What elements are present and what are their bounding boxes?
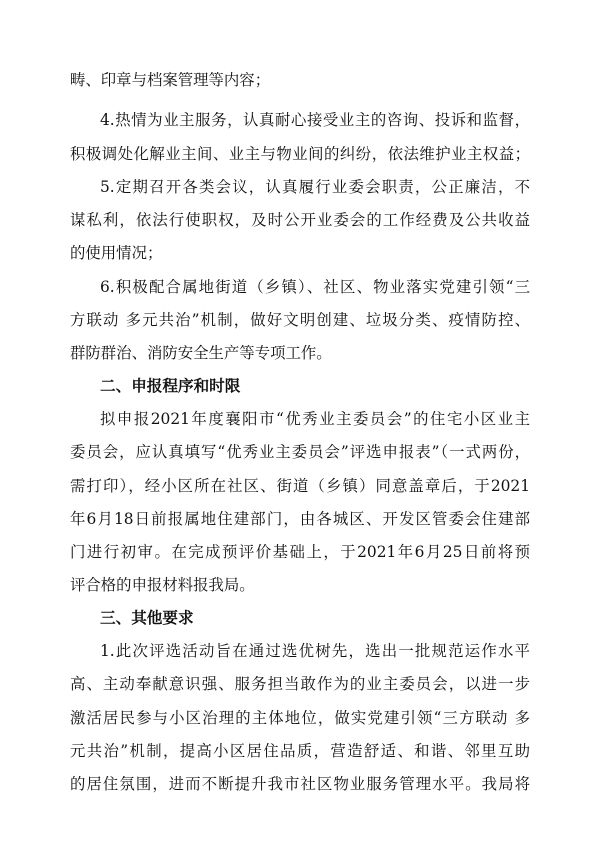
text-line: 6.积极配合属地街道（乡镇）、社区、物业落实党建引领“三 bbox=[100, 278, 530, 296]
text-line: 谋私利，依法行使职权，及时公开业委会的工作经费及公共收益 bbox=[70, 211, 530, 229]
section-heading: 二、申报程序和时限 bbox=[100, 377, 241, 395]
text-line: 需打印），经小区所在社区、街道（乡镇）同意盖章后，于2021 bbox=[70, 477, 530, 495]
text-line: 评合格的申报材料报我局。 bbox=[70, 576, 255, 594]
text-line: 的使用情况； bbox=[70, 244, 163, 262]
text-line: 群防群治、消防安全生产等专项工作。 bbox=[70, 344, 332, 362]
text-line: 门进行初审。在完成预评价基础上，于2021年6月25日前将预 bbox=[70, 543, 530, 561]
text-line: 年6月18日前报属地住建部门，由各城区、开发区管委会住建部 bbox=[70, 510, 530, 528]
text-line: 畴、印章与档案管理等内容； bbox=[70, 71, 271, 89]
text-line: 拟申报2021年度襄阳市“优秀业主委员会”的住宅小区业主 bbox=[100, 410, 530, 428]
text-line: 高、主动奉献意识强、服务担当敢作为的业主委员会，以进一步 bbox=[70, 675, 530, 693]
text-line: 元共治”机制，提高小区居住品质，营造舒适、和谐、邻里互助 bbox=[70, 742, 530, 760]
text-line: 4.热情为业主服务，认真耐心接受业主的咨询、投诉和监督， bbox=[100, 111, 530, 129]
text-line: 激活居民参与小区治理的主体地位，做实党建引领“三方联动 多 bbox=[70, 709, 530, 727]
text-line: 积极调处化解业主间、业主与物业间的纠纷，依法维护业主权益； bbox=[70, 145, 530, 163]
section-heading: 三、其他要求 bbox=[100, 609, 194, 627]
text-line: 的居住氛围，进而不断提升我市社区物业服务管理水平。我局将 bbox=[70, 775, 530, 793]
text-line: 1.此次评选活动旨在通过选优树先，选出一批规范运作水平 bbox=[100, 642, 530, 660]
text-line: 委员会，应认真填写“优秀业主委员会”评选申报表”（一式两份， bbox=[70, 443, 530, 461]
text-line: 5.定期召开各类会议，认真履行业委会职责，公正廉洁，不 bbox=[100, 178, 530, 196]
text-line: 方联动 多元共治”机制，做好文明创建、垃圾分类、疫情防控、 bbox=[70, 311, 530, 329]
